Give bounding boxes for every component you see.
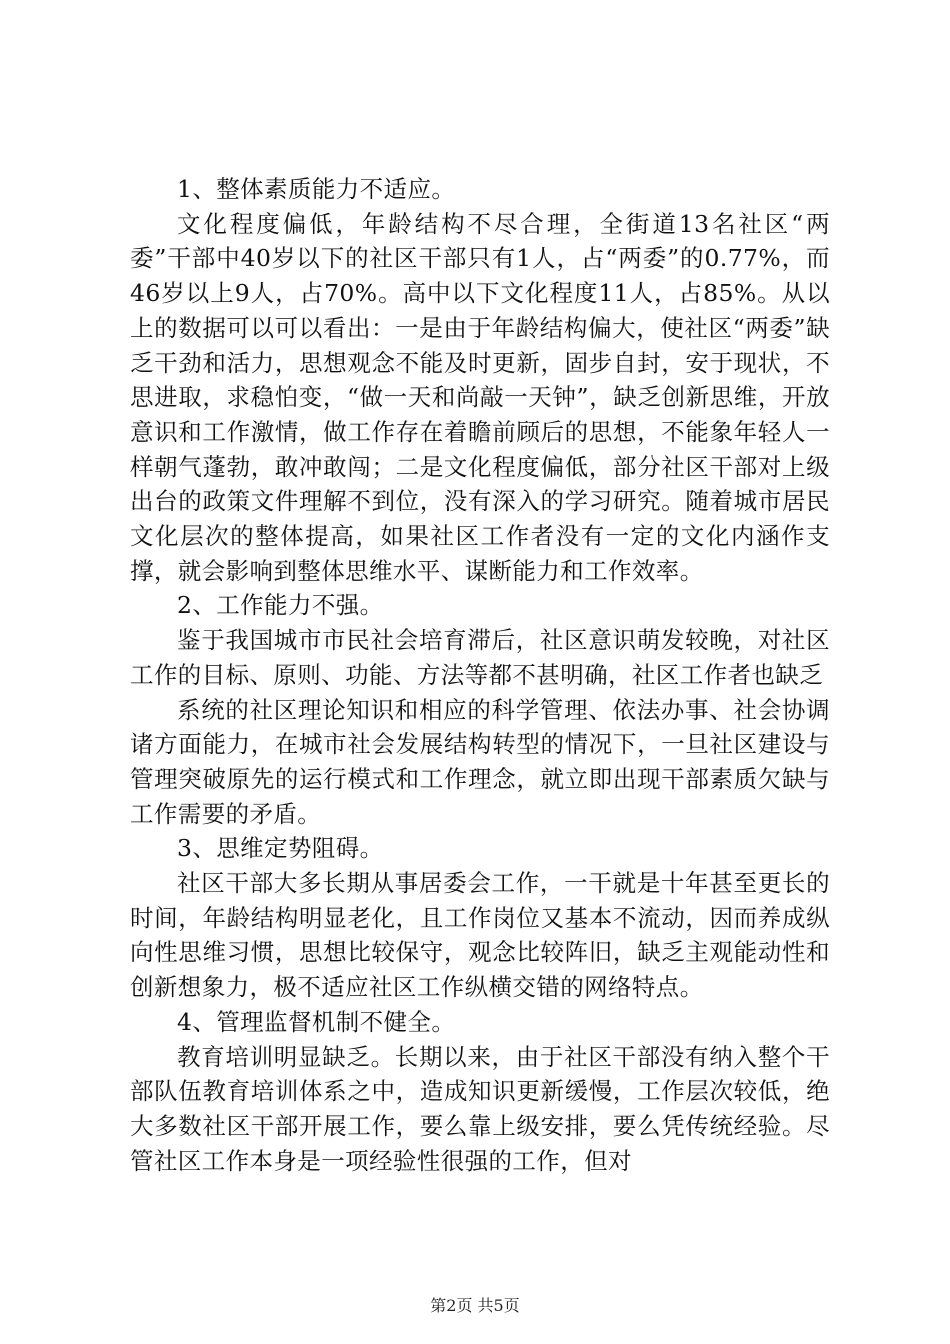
document-body <box>130 172 830 1178</box>
heading-work-ability: 2、工作能力不强。 <box>177 591 384 620</box>
heading-overall-quality: 1、整体素质能力不适应。 <box>177 175 456 203</box>
page-number: 第2页 共5页 <box>430 1296 520 1315</box>
heading-mindset: 3、思维定势阻碍。 <box>177 834 384 863</box>
paragraph-systematic-knowledge: 系统的社区理论知识和相应的科学管理、依法办事、社会协调诸方面能力，在城市社会发展结构转型的情况下，一旦社区建设与管理突破原先的运行模式和工作理念，就立即出现干部素质欠缺与工作需要的矛盾。 <box>130 695 830 828</box>
paragraph-civil-society: 鉴于我国城市市民社会培育滞后，社区意识萌发较晚，对社区工作的目标、原则、功能、方法等都不甚明确，社区工作者也缺乏 <box>130 626 830 689</box>
paragraph-education-age: 文化程度偏低，年龄结构不尽合理，全街道13名社区“两委”干部中40岁以下的社区干部只有1人，占“两委”的0.77%，而46岁以上9人，占70%。高中以下文化程度11人，占85%。从以上的数据可以可以看出：一是由于年龄结构偏大，使社区“两委”缺乏干劲和活力，思想观念不能及时更新，固步自封，安于现状，不思进取，求稳怕变，“做一天和尚敲一天钟”，缺乏创新思维，开放意识和工作激情，做工作存在着瞻前顾后的思想，不能象年轻人一样朝气蓬勃，敢冲敢闯；二是文化程度偏低，部分社区干部对上级出台的政策文件理解不到位，没有深入的学习研究。随着城市居民文化层次的整体提高，如果社区工作者没有一定的文化内涵作支撑，就会影响到整体思维水平、谋断能力和工作效率。 <box>130 209 830 585</box>
heading-supervision: 4、管理监督机制不健全。 <box>177 1007 456 1036</box>
paragraph-mindset: 社区干部大多长期从事居委会工作，一干就是十年甚至更长的时间，年龄结构明显老化，且工作岗位又基本不流动，因而养成纵向性思维习惯，思想比较保守，观念比较阵旧，缺乏主观能动性和创新想象力，极不适应社区工作纵横交错的网络特点。 <box>130 869 830 1002</box>
paragraph-training: 教育培训明显缺乏。长期以来，由于社区干部没有纳入整个干部队伍教育培训体系之中，造成知识更新缓慢，工作层次较低，绝大多数社区干部开展工作，要么靠上级安排，要么凭传统经验。尽管社区工作本身是一项经验性很强的工作，但对 <box>130 1042 830 1175</box>
